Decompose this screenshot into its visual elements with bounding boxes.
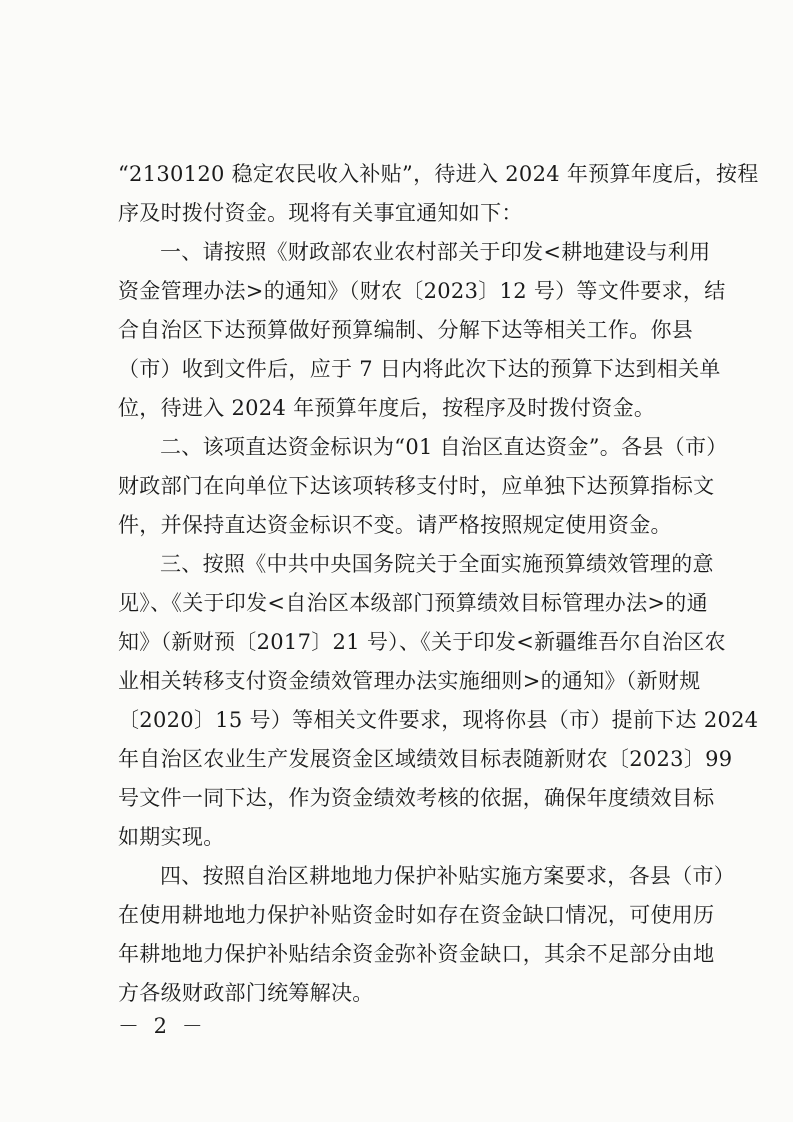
text-line: 资金管理办法>的通知》（财农〔2023〕12 号）等文件要求，结 <box>118 279 726 303</box>
text-line: 如期实现。 <box>118 825 225 849</box>
text-line: 件，并保持直达资金标识不变。请严格按照规定使用资金。 <box>118 513 672 537</box>
paragraph-1-start: 一、请按照《财政部农业农村部关于印发<耕地建设与利用 <box>160 240 711 264</box>
text-line: 财政部门在向单位下达该项转移支付时，应单独下达预算指标文 <box>118 474 715 498</box>
text-line: 见》、《关于印发<自治区本级部门预算绩效目标管理办法>的通 <box>118 591 708 615</box>
paragraph-2-start: 二、该项直达资金标识为“01 自治区直达资金”。各县（市） <box>160 435 728 459</box>
text-line: 年自治区农业生产发展资金区域绩效目标表随新财农〔2023〕99 <box>118 747 733 771</box>
text-line: 知》（新财预〔2017〕21 号）、《关于印发<新疆维吾尔自治区农 <box>118 630 726 654</box>
text-line: （市）收到文件后，应于 7 日内将此次下达的预算下达到相关单 <box>118 357 721 381</box>
text-line: 〔2020〕15 号）等相关文件要求，现将你县（市）提前下达 2024 <box>118 708 759 732</box>
text-line: 序及时拨付资金。现将有关事宜通知如下： <box>118 201 523 225</box>
text-line: 方各级财政部门统筹解决。 <box>118 981 374 1005</box>
paragraph-3-start: 三、按照《中共中央国务院关于全面实施预算绩效管理的意 <box>160 552 714 576</box>
text-line: 在使用耕地地力保护补贴资金时如存在资金缺口情况，可使用历 <box>118 903 715 927</box>
paragraph-4-start: 四、按照自治区耕地地力保护补贴实施方案要求，各县（市） <box>160 864 736 888</box>
text-line: 业相关转移支付资金绩效管理办法实施细则>的通知》（新财规 <box>118 669 701 693</box>
text-line: 位，待进入 2024 年预算年度后，按程序及时拨付资金。 <box>118 396 656 420</box>
text-line: “2130120 稳定农民收入补贴”，待进入 2024 年预算年度后，按程 <box>118 162 759 186</box>
text-line: 号文件一同下达，作为资金绩效考核的依据，确保年度绩效目标 <box>118 786 715 810</box>
text-line: 合自治区下达预算做好预算编制、分解下达等相关工作。你县 <box>118 318 694 342</box>
page-number: － 2 － <box>118 1014 207 1038</box>
text-line: 年耕地地力保护补贴结余资金弥补资金缺口，其余不足部分由地 <box>118 942 715 966</box>
